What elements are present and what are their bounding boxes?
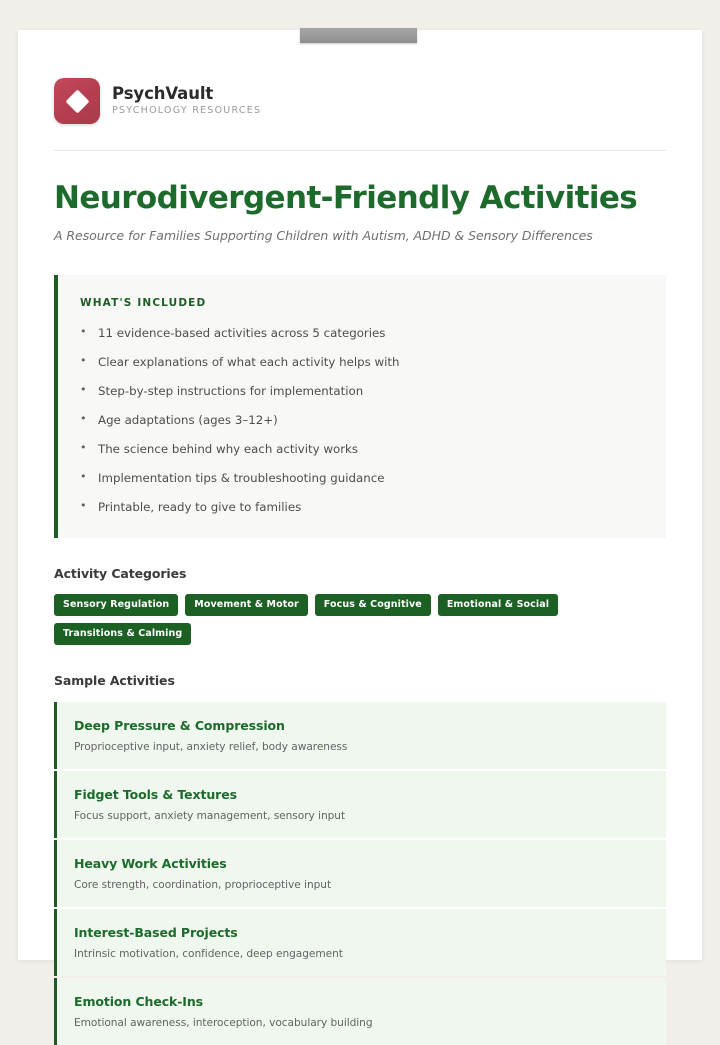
bullet-icon: • [80,498,87,512]
whats-included-panel [54,275,666,538]
activity-name: Interest-Based Projects [74,924,238,940]
list-item [80,471,642,485]
page-title: Neurodivergent-Friendly Activities [54,180,638,216]
activity-categories-tags [54,594,666,645]
brand-logo-mark [54,78,100,124]
scroll-handle[interactable] [300,28,417,43]
activity-card[interactable] [54,909,666,976]
activity-card[interactable] [54,840,666,907]
list-item-text: Age adaptations (ages 3–12+) [98,412,278,427]
bullet-icon: • [80,411,87,425]
whats-included-list [80,326,642,514]
activity-description: Core strength, coordination, proprioceptive input [74,878,332,891]
activity-name: Fidget Tools & Textures [74,786,237,802]
bullet-icon: • [80,440,87,454]
activity-card[interactable] [54,771,666,838]
activity-description: Focus support, anxiety management, sensory input [74,809,346,822]
brand-text-block [112,85,261,117]
activity-name: Heavy Work Activities [74,855,227,871]
list-item-text: Step-by-step instructions for implementation [98,383,364,398]
activity-categories-label: Activity Categories [54,565,187,581]
page-subtitle: A Resource for Families Supporting Children with Autism, ADHD & Sensory Differences [54,227,593,243]
bullet-icon: • [80,469,87,483]
list-item-text: Implementation tips & troubleshooting guidance [98,470,385,485]
brand-tagline: PSYCHOLOGY RESOURCES [112,105,262,117]
activity-name: Emotion Check-Ins [74,993,204,1009]
list-item-text: Clear explanations of what each activity helps with [98,354,400,369]
list-item [80,500,642,514]
sample-activities-label: Sample Activities [54,672,175,688]
sample-activities-list [54,702,666,1045]
category-tag[interactable]: Movement & Motor [185,594,308,616]
category-tag[interactable]: Transitions & Calming [54,623,191,645]
title-block [54,181,666,243]
header-divider [54,150,666,151]
category-tag[interactable]: Emotional & Social [438,594,558,616]
activity-card[interactable] [54,978,666,1045]
activity-card[interactable] [54,702,666,769]
bullet-icon: • [80,353,87,367]
list-item [80,442,642,456]
diamond-icon [65,89,89,113]
activity-description: Emotional awareness, interoception, vocabulary building [74,1016,373,1029]
document-page [18,30,702,1029]
list-item-text: 11 evidence-based activities across 5 categories [98,325,386,340]
bullet-icon: • [80,382,87,396]
brand-name: PsychVault [112,84,214,104]
list-item [80,384,642,398]
whats-included-heading: WHAT'S INCLUDED [80,296,207,309]
activity-description: Intrinsic motivation, confidence, deep engagement [74,947,343,960]
list-item-text: The science behind why each activity works [98,441,359,456]
list-item-text: Printable, ready to give to families [98,499,302,514]
list-item [80,355,642,369]
list-item [80,326,642,340]
activity-name: Deep Pressure & Compression [74,717,285,733]
activity-description: Proprioceptive input, anxiety relief, body awareness [74,740,348,753]
category-tag[interactable]: Sensory Regulation [54,594,178,616]
list-item [80,413,642,427]
bullet-icon: • [80,324,87,338]
brand-header [54,78,666,124]
category-tag[interactable]: Focus & Cognitive [315,594,431,616]
